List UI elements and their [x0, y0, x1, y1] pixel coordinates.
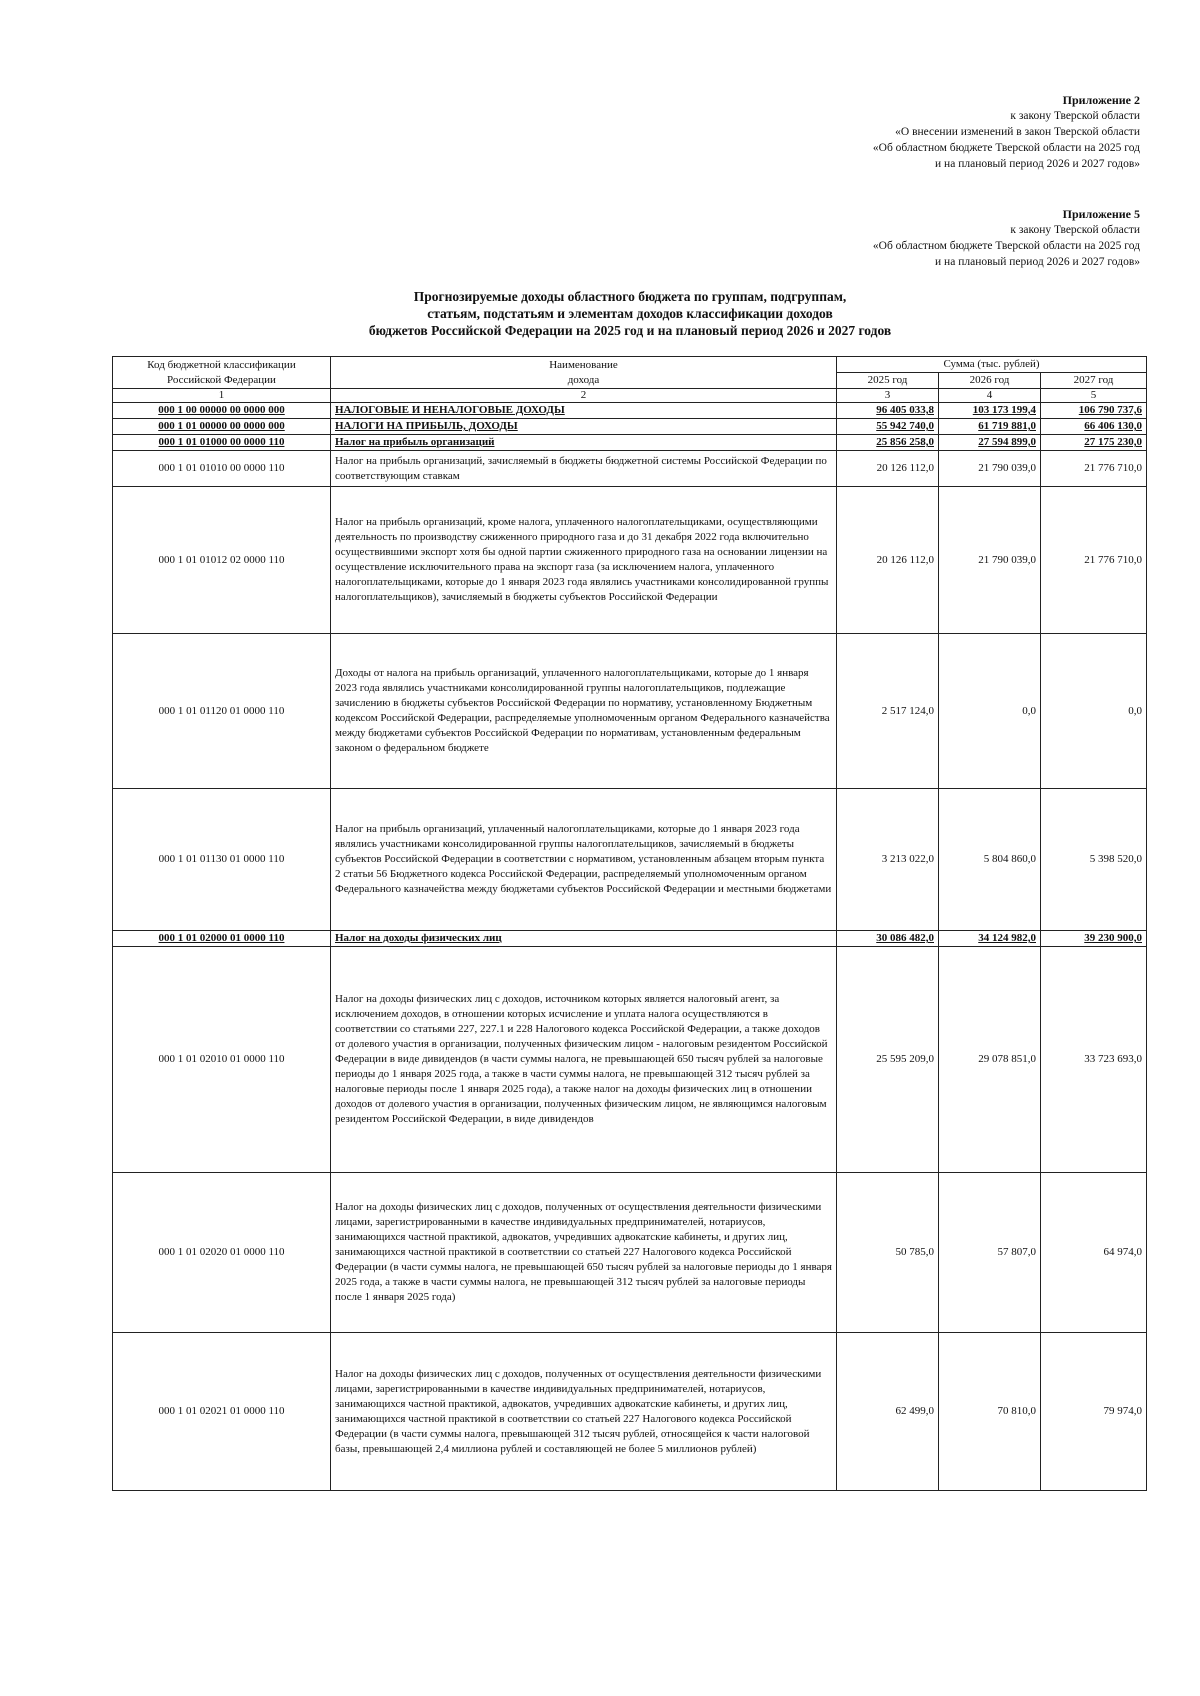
table-row — [113, 634, 1147, 789]
row-value-2025: 30 086 482,0 — [837, 931, 939, 947]
row-value-2027: 21 776 710,0 — [1041, 451, 1147, 487]
annex-2-header — [873, 92, 1140, 172]
column-number: 2 — [331, 389, 837, 403]
table-header-row — [113, 357, 1147, 373]
header-year-2026: 2026 год — [939, 373, 1041, 389]
row-value-2025: 25 856 258,0 — [837, 435, 939, 451]
annex-5-title: Приложение 5 — [1062, 207, 1140, 221]
row-name: Налог на доходы физических лиц с доходов, полученных от осуществления деятельности физическими лицами, зарегистрированными в качестве индивидуальных предпринимателей, нотариусов, занимающихся частной практикой, адвокатов, учредивших адвокатские кабинеты, и других лиц, занимающихся частной практикой в соответствии со статьей 227 Налогового кодекса Российской Федерации (в части суммы налога, не превышающей 650 тысяч рублей за налоговые периоды до 1 января 2025 года, а также в части суммы налога, не превышающей 312 тысяч рублей за налоговые периоды после 1 января 2025 года) — [331, 1173, 837, 1333]
annex-5-header — [873, 206, 1140, 270]
row-value-2027: 64 974,0 — [1041, 1173, 1147, 1333]
row-code: 000 1 01 02000 01 0000 110 — [113, 931, 331, 947]
table-row — [113, 451, 1147, 487]
header-sum: Сумма (тыс. рублей) — [837, 357, 1147, 373]
row-value-2026: 21 790 039,0 — [939, 487, 1041, 634]
row-name: НАЛОГОВЫЕ И НЕНАЛОГОВЫЕ ДОХОДЫ — [331, 403, 837, 419]
header-year-2025: 2025 год — [837, 373, 939, 389]
row-value-2026: 21 790 039,0 — [939, 451, 1041, 487]
row-value-2027: 27 175 230,0 — [1041, 435, 1147, 451]
row-value-2026: 70 810,0 — [939, 1333, 1041, 1491]
row-name: Налог на прибыль организаций, зачисляемый в бюджеты бюджетной системы Российской Федерации по соответствующим ставкам — [331, 451, 837, 487]
row-code: 000 1 01 00000 00 0000 000 — [113, 419, 331, 435]
table-row — [113, 487, 1147, 634]
row-value-2026: 5 804 860,0 — [939, 789, 1041, 931]
row-value-2025: 2 517 124,0 — [837, 634, 939, 789]
row-value-2026: 27 594 899,0 — [939, 435, 1041, 451]
row-name: Налог на доходы физических лиц с доходов, полученных от осуществления деятельности физическими лицами, зарегистрированными в качестве индивидуальных предпринимателей, нотариусов, занимающихся частной практикой, адвокатов, учредивших адвокатские кабинеты, и других лиц, занимающихся частной практикой в соответствии со статьей 227 Налогового кодекса Российской Федерации (в части суммы налога, превышающей 312 тысяч рублей, относящейся к части налоговой базы, превышающей 2,4 миллиона рублей и составляющей не более 5 миллионов рублей) — [331, 1333, 837, 1491]
table-row — [113, 1173, 1147, 1333]
column-number: 5 — [1041, 389, 1147, 403]
header-year-2027: 2027 год — [1041, 373, 1147, 389]
row-code: 000 1 01 01130 01 0000 110 — [113, 789, 331, 931]
row-value-2026: 29 078 851,0 — [939, 947, 1041, 1173]
column-number: 1 — [113, 389, 331, 403]
row-value-2026: 34 124 982,0 — [939, 931, 1041, 947]
annex-2-line: «О внесении изменений в закон Тверской области — [895, 126, 1140, 138]
column-number: 4 — [939, 389, 1041, 403]
table-column-numbers-row — [113, 389, 1147, 403]
row-value-2025: 55 942 740,0 — [837, 419, 939, 435]
row-value-2025: 25 595 209,0 — [837, 947, 939, 1173]
annex-5-line: к закону Тверской области — [1010, 224, 1140, 236]
row-name: Налог на прибыль организаций, уплаченный налогоплательщиками, которые до 1 января 2023 года являлись участниками консолидированной группы налогоплательщиков, зачисляемый в бюджеты субъектов Российской Федерации в соответствии с нормативом, установленным абзацем вторым пункта 2 статьи 56 Бюджетного кодекса Российской Федерации, распределяемый уполномоченным органом Федерального казначейства между бюджетами субъектов Российской Федерации и местными бюджетами — [331, 789, 837, 931]
table-row — [113, 435, 1147, 451]
row-value-2027: 0,0 — [1041, 634, 1147, 789]
row-value-2026: 61 719 881,0 — [939, 419, 1041, 435]
annex-2-line: и на плановый период 2026 и 2027 годов» — [935, 158, 1140, 170]
header-name: Наименование дохода — [331, 357, 837, 389]
table-row — [113, 947, 1147, 1173]
column-number: 3 — [837, 389, 939, 403]
row-value-2027: 66 406 130,0 — [1041, 419, 1147, 435]
annex-2-title: Приложение 2 — [1062, 93, 1140, 107]
annex-5-line: «Об областном бюджете Тверской области на 2025 год — [872, 240, 1140, 252]
row-value-2025: 20 126 112,0 — [837, 451, 939, 487]
row-value-2025: 50 785,0 — [837, 1173, 939, 1333]
row-code: 000 1 01 01012 02 0000 110 — [113, 487, 331, 634]
table-row — [113, 403, 1147, 419]
document-title-line: бюджетов Российской Федерации на 2025 год и на плановый период 2026 и 2027 годов — [368, 323, 892, 338]
row-code: 000 1 01 02021 01 0000 110 — [113, 1333, 331, 1491]
annex-2-line: к закону Тверской области — [1010, 110, 1140, 122]
document-title — [110, 288, 1150, 339]
row-code: 000 1 01 01120 01 0000 110 — [113, 634, 331, 789]
document-title-line: статьям, подстатьям и элементам доходов классификации доходов — [427, 306, 833, 321]
annex-2-line: «Об областном бюджете Тверской области на 2025 год — [872, 142, 1140, 154]
row-value-2027: 5 398 520,0 — [1041, 789, 1147, 931]
table-row — [113, 419, 1147, 435]
annex-5-line: и на плановый период 2026 и 2027 годов» — [935, 256, 1140, 268]
row-code: 000 1 01 02020 01 0000 110 — [113, 1173, 331, 1333]
row-name: Налог на прибыль организаций — [331, 435, 837, 451]
row-value-2027: 106 790 737,6 — [1041, 403, 1147, 419]
row-code: 000 1 01 01010 00 0000 110 — [113, 451, 331, 487]
row-value-2025: 3 213 022,0 — [837, 789, 939, 931]
revenue-table — [112, 356, 1147, 1491]
document-title-line: Прогнозируемые доходы областного бюджета по группам, подгруппам, — [413, 289, 847, 304]
row-value-2027: 33 723 693,0 — [1041, 947, 1147, 1173]
row-name: Налог на прибыль организаций, кроме налога, уплаченного налогоплательщиками, осуществляющими деятельность по производству сжиженного природного газа и до 31 декабря 2022 года включительно осуществившими экспорт хотя бы одной партии сжиженного природного газа на основании лицензии на осуществление исключительного права на экспорт газа (за исключением налога, уплаченного налогоплательщиками, которые до 1 января 2023 года являлись участниками консолидированной группы налогоплательщиков), зачисляемый в бюджеты субъектов Российской Федерации — [331, 487, 837, 634]
row-name: Налог на доходы физических лиц с доходов, источником которых является налоговый агент, за исключением доходов, в отношении которых исчисление и уплата налога осуществляются в соответствии со статьями 227, 227.1 и 228 Налогового кодекса Российской Федерации, а также доходов от долевого участия в организации, полученных физическим лицом - налоговым резидентом Российской Федерации в виде дивидендов (в части суммы налога, не превышающей 650 тысяч рублей за налоговые периоды до 1 января 2025 года, а также в части суммы налога, не превышающей 312 тысяч рублей за налоговые периоды после 1 января 2025 года), а также налог на доходы физических лиц в отношении доходов от долевого участия в организации, полученных физическим лицом, не являющимся налоговым резидентом Российской Федерации, в виде дивидендов — [331, 947, 837, 1173]
header-code: Код бюджетной классификации Российской Федерации — [113, 357, 331, 389]
table-row — [113, 789, 1147, 931]
row-code: 000 1 01 01000 00 0000 110 — [113, 435, 331, 451]
row-value-2027: 21 776 710,0 — [1041, 487, 1147, 634]
row-code: 000 1 01 02010 01 0000 110 — [113, 947, 331, 1173]
table-row — [113, 1333, 1147, 1491]
row-value-2025: 96 405 033,8 — [837, 403, 939, 419]
table-row — [113, 931, 1147, 947]
row-name: Налог на доходы физических лиц — [331, 931, 837, 947]
row-value-2027: 39 230 900,0 — [1041, 931, 1147, 947]
row-value-2025: 62 499,0 — [837, 1333, 939, 1491]
row-value-2026: 0,0 — [939, 634, 1041, 789]
row-name: НАЛОГИ НА ПРИБЫЛЬ, ДОХОДЫ — [331, 419, 837, 435]
row-code: 000 1 00 00000 00 0000 000 — [113, 403, 331, 419]
row-value-2025: 20 126 112,0 — [837, 487, 939, 634]
row-value-2027: 79 974,0 — [1041, 1333, 1147, 1491]
row-name: Доходы от налога на прибыль организаций, уплаченного налогоплательщиками, которые до 1 января 2023 года являлись участниками консолидированной группы налогоплательщиков, подлежащие зачислению в бюджеты субъектов Российской Федерации по нормативу, установленному Бюджетным кодексом Российской Федерации, распределяемые уполномоченным органом Федерального казначейства между бюджетами субъектов Российской Федерации по нормативам, установленным федеральным законом о федеральном бюджете — [331, 634, 837, 789]
row-value-2026: 103 173 199,4 — [939, 403, 1041, 419]
row-value-2026: 57 807,0 — [939, 1173, 1041, 1333]
